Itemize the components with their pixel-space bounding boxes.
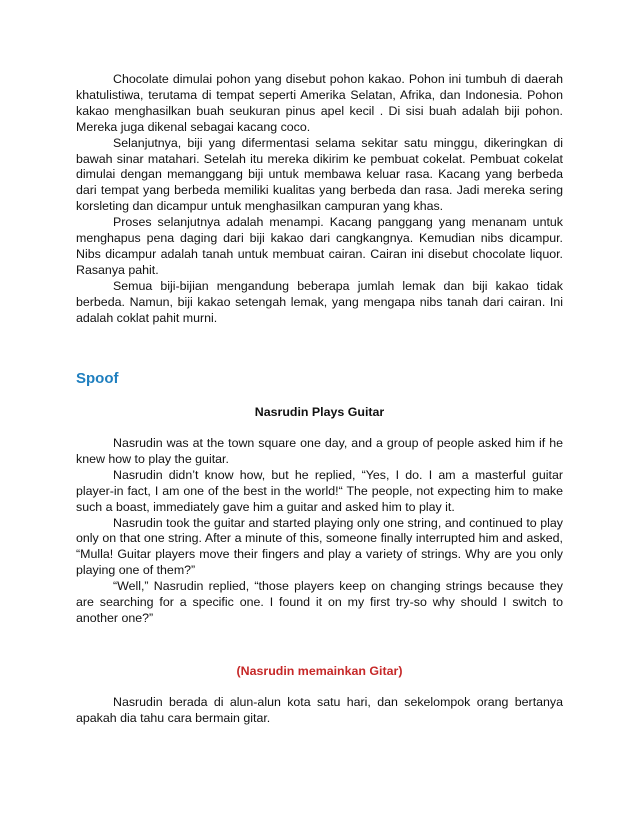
paragraph: Nasrudin didn’t know how, but he replied, “Yes, I do. I am a masterful guitar player-in fact, I am one of the best in the world!“ The people, not expecting him to make such a boast, immediately gave him a guitar and asked him to play it. <box>76 467 563 514</box>
paragraph: “Well,” Nasrudin replied, “those players keep on changing strings because they are searching for a specific one. I found it on my first try-so why should I switch to another one?” <box>76 579 563 625</box>
translation-text-block <box>76 695 563 727</box>
story-title: Nasrudin Plays Guitar <box>254 405 385 419</box>
translation-title: (Nasrudin memainkan Gitar) <box>236 664 403 678</box>
paragraph: Semua biji-bijian mengandung beberapa jumlah lemak dan biji kakao tidak berbeda. Namun, biji kakao setengah lemak, yang mengapa nibs tanah dari cairan. Ini adalah coklat pahit murni. <box>76 278 563 325</box>
paragraph: Nasrudin took the guitar and started playing only one string, and continued to play only on that one string. After a minute of this, someone finally interrupted him and asked, “Mulla! Guitar players move their fingers and play a variety of strings. Why are you only playing one of them?” <box>76 515 563 578</box>
paragraph: Proses selanjutnya adalah menampi. Kacang panggang yang menanam untuk menghapus pena daging dari biji kakao dari cangkangnya. Kemudian nibs dicampur. Nibs dicampur adalah tanah untuk membuat cairan. Cairan ini disebut chocolate liquor. Rasanya pahit. <box>76 215 563 277</box>
chocolate-text-block <box>76 72 563 327</box>
paragraph: Nasrudin berada di alun-alun kota satu hari, dan sekelompok orang bertanya apakah dia tahu cara bermain gitar. <box>76 695 563 725</box>
paragraph: Chocolate dimulai pohon yang disebut pohon kakao. Pohon ini tumbuh di daerah khatulistiwa, terutama di tempat seperti Amerika Selatan, Afrika, dan Indonesia. Pohon kakao menghasilkan buah seukuran pinus apel kecil . Di sisi buah adalah biji pohon. Mereka juga dikenal sebagai kacang coco. <box>76 72 563 134</box>
section-heading: Spoof <box>76 370 119 387</box>
paragraph: Nasrudin was at the town square one day, and a group of people asked him if he knew how to play the guitar. <box>76 436 563 466</box>
story-text-block <box>76 436 563 627</box>
paragraph: Selanjutnya, biji yang difermentasi selama sekitar satu minggu, dikeringkan di bawah sinar matahari. Setelah itu mereka dikirim ke pembuat cokelat. Pembuat cokelat dimulai dengan memanggang biji untuk membawa keluar rasa. Kacang yang berbeda dari tempat yang berbeda memiliki kualitas yang berbeda dan rasa. Jadi mereka sering korsleting dan dicampur untuk menghasilkan campuran yang khas. <box>76 135 563 214</box>
